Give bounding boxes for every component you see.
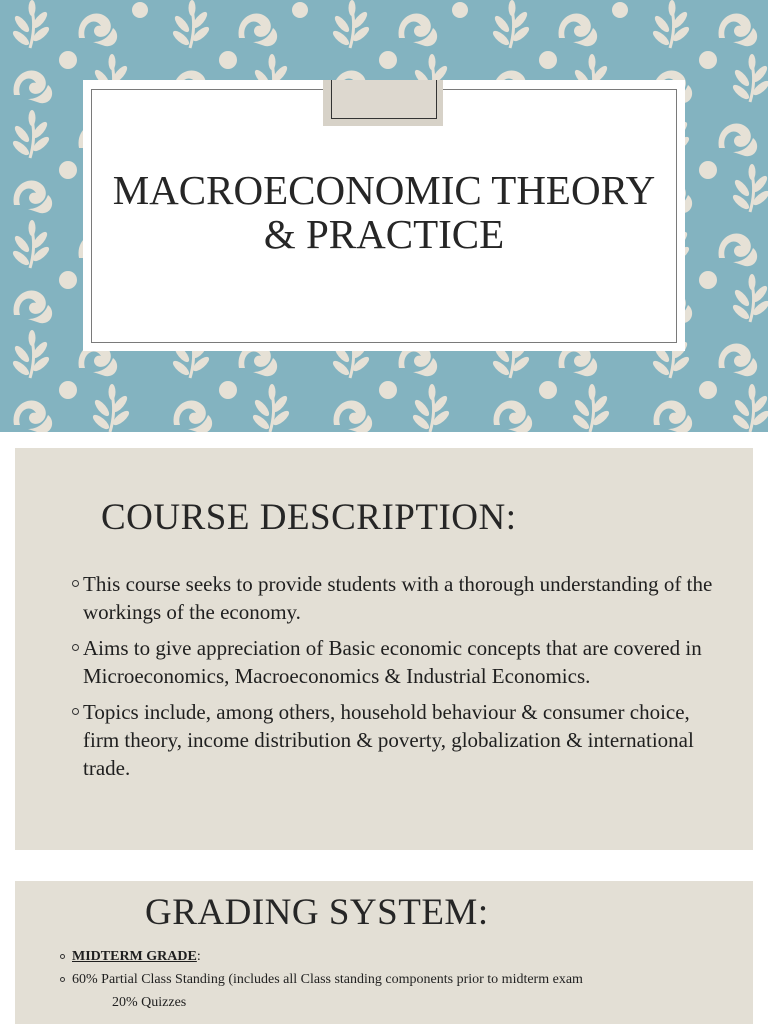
bullet-circle-icon (72, 708, 79, 715)
list-item (73, 634, 713, 690)
course-description-heading: COURSE DESCRIPTION: (101, 497, 517, 538)
bullet-text: This course seeks to provide students with a thorough understanding of the workings of the economy. (83, 572, 713, 624)
partial-class-standing-text: 60% Partial Class Standing (includes all Class standing components prior to midterm exam (72, 972, 583, 987)
bullet-circle-icon (60, 977, 65, 982)
grading-system-slide (15, 881, 753, 1024)
list-item (60, 945, 740, 968)
title-line-2: & PRACTICE (263, 211, 505, 257)
title-tab-inner (331, 80, 437, 119)
bullet-circle-icon (72, 644, 79, 651)
grading-list (60, 945, 740, 1014)
title-card (83, 80, 685, 351)
bullet-circle-icon (72, 580, 79, 587)
title-line-1: MACROECONOMIC THEORY (112, 167, 656, 213)
list-item (60, 991, 740, 1014)
course-description-slide (15, 448, 753, 850)
list-item (60, 968, 740, 991)
course-description-list (73, 570, 713, 790)
bullet-text: Aims to give appreciation of Basic economic concepts that are covered in Microeconomics, Macroeconomics & Industrial Economics. (83, 636, 702, 688)
bullet-circle-icon (60, 954, 65, 959)
title-slide (0, 0, 768, 432)
midterm-colon: : (196, 949, 201, 964)
page-title (83, 168, 685, 256)
bullet-text: Topics include, among others, household behaviour & consumer choice, firm theory, income distribution & poverty, globalization & international trade. (83, 700, 694, 780)
quizzes-text: 20% Quizzes (112, 995, 187, 1010)
midterm-grade-label: MIDTERM GRADE (72, 949, 197, 964)
list-item (73, 570, 713, 626)
title-tab-decoration (323, 80, 443, 126)
grading-system-heading: GRADING SYSTEM: (145, 892, 489, 933)
list-item (73, 698, 713, 782)
